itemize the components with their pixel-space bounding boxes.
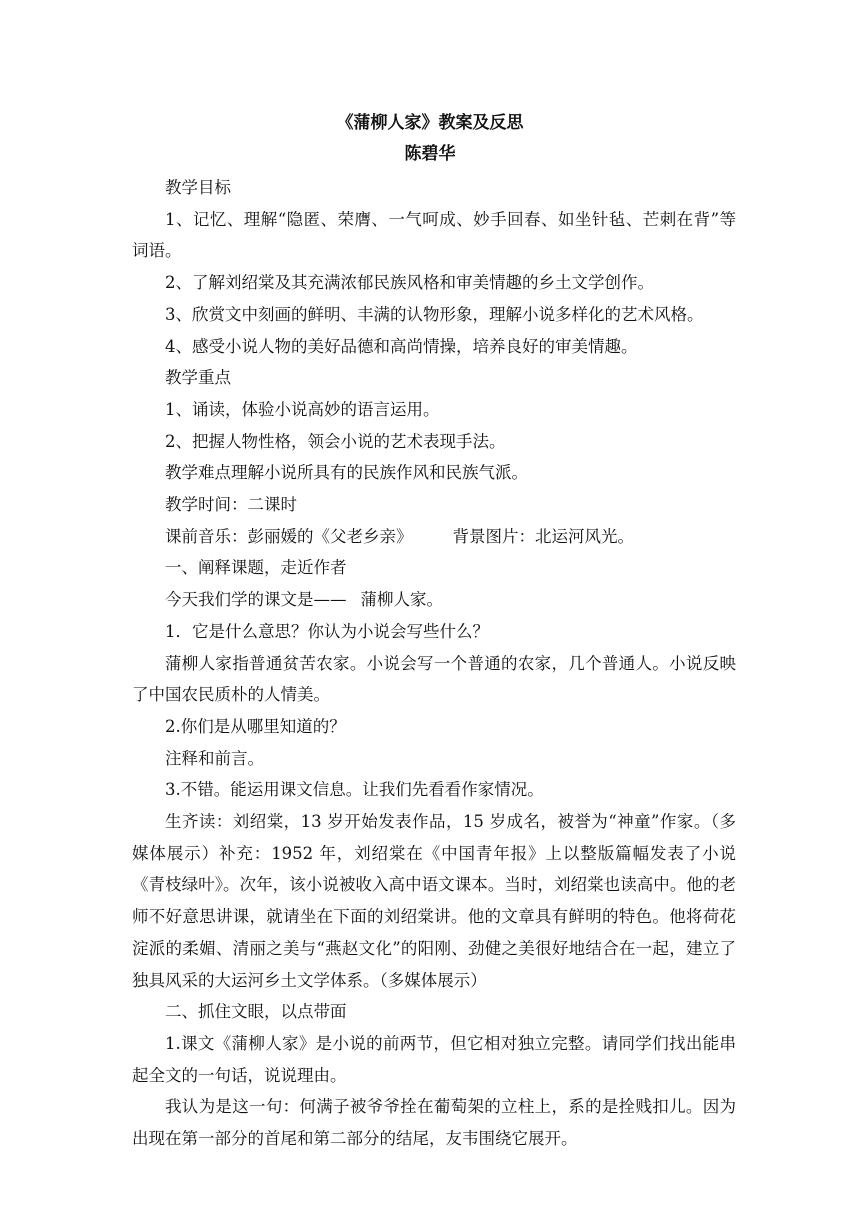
paragraph: 3.不错。能运用课文信息。让我们先看看作家情况。 — [165, 780, 544, 800]
paragraph: 1．它是什么意思？你认为小说会写些什么？ — [165, 621, 489, 641]
paragraph: 教学目标 — [165, 178, 231, 197]
paragraph: 教学难点理解小说所具有的民族作风和民族气派。 — [165, 463, 528, 483]
paragraph: 2.你们是从哪里知道的？ — [165, 716, 346, 736]
paragraph: 我认为是这一句：何满子被爷爷拴在葡萄架的立柱上，系的是拴贱扣儿。因为出现在第一部分的首尾和第二部分的结尾，友韦围绕它展开。 — [132, 1097, 736, 1149]
music-paragraph — [132, 521, 736, 553]
paragraph: 1.课文《蒲柳人家》是小说的前两节，但它相对独立完整。请同学们找出能串起全文的一句话，说说理由。 — [132, 1033, 736, 1085]
paragraph: 注释和前言。 — [165, 748, 264, 768]
intro-subject: 蒲柳人家。 — [360, 590, 443, 610]
section-heading: 二、抓住文眼，以点带面 — [165, 1002, 347, 1022]
document-body — [132, 172, 736, 1155]
document-title: 《蒲柳人家》教案及反思 — [336, 113, 524, 133]
paragraph: 3、欣赏文中刻画的鲜明、丰满的认物形象，理解小说多样化的艺术风格。 — [165, 304, 704, 324]
paragraph: 教学时间：二课时 — [165, 495, 297, 515]
section-heading: 一、阐释课题，走近作者 — [165, 558, 347, 578]
intro-paragraph — [132, 584, 736, 616]
background-image-note: 背景图片：北运河风光。 — [452, 526, 634, 546]
document-author: 陈碧华 — [404, 144, 456, 164]
paragraph: 1、诵读，体验小说高妙的语言运用。 — [165, 399, 440, 419]
paragraph: 蒲柳人家指普通贫苦农家。小说会写一个普通的农家，几个普通人。小说反映了中国农民质朴的人情美。 — [132, 653, 736, 705]
paragraph: 教学重点 — [165, 368, 231, 388]
pre-class-music: 课前音乐：彭丽媛的《父老乡亲》 — [165, 526, 413, 546]
intro-lead: 今天我们学的课文是—— — [165, 590, 347, 610]
paragraph: 2、了解刘绍棠及其充满浓郁民族风格和审美情趣的乡土文学创作。 — [165, 273, 654, 293]
paragraph: 1、记忆、理解“隐匿、荣膺、一气呵成、妙手回春、如坐针毡、芒刺在背”等词语。 — [132, 209, 736, 261]
paragraph: 2、把握人物性格，领会小说的艺术表现手法。 — [165, 431, 506, 451]
paragraph: 生齐读：刘绍棠，13 岁开始发表作品，15 岁成名，被誉为“神童”作家。（多媒体展示）补充：1952 年，刘绍棠在《中国青年报》上以整版篇幅发表了小说《青枝绿叶》。次年，该小说被收入高中语文课本。当时，刘绍棠也读高中。他的老师不好意思讲课，就请坐在下面的刘绍棠讲。他的文章具有鲜明的特色。他将荷花淀派的柔媚、清丽之美与“燕赵文化”的阳刚、劲健之美很好地结合在一起，建立了独具风采的大运河乡土文学体系。（多媒体展示） — [132, 812, 736, 990]
paragraph: 4、感受小说人物的美好品德和高尚情操，培养良好的审美情趣。 — [165, 336, 638, 356]
